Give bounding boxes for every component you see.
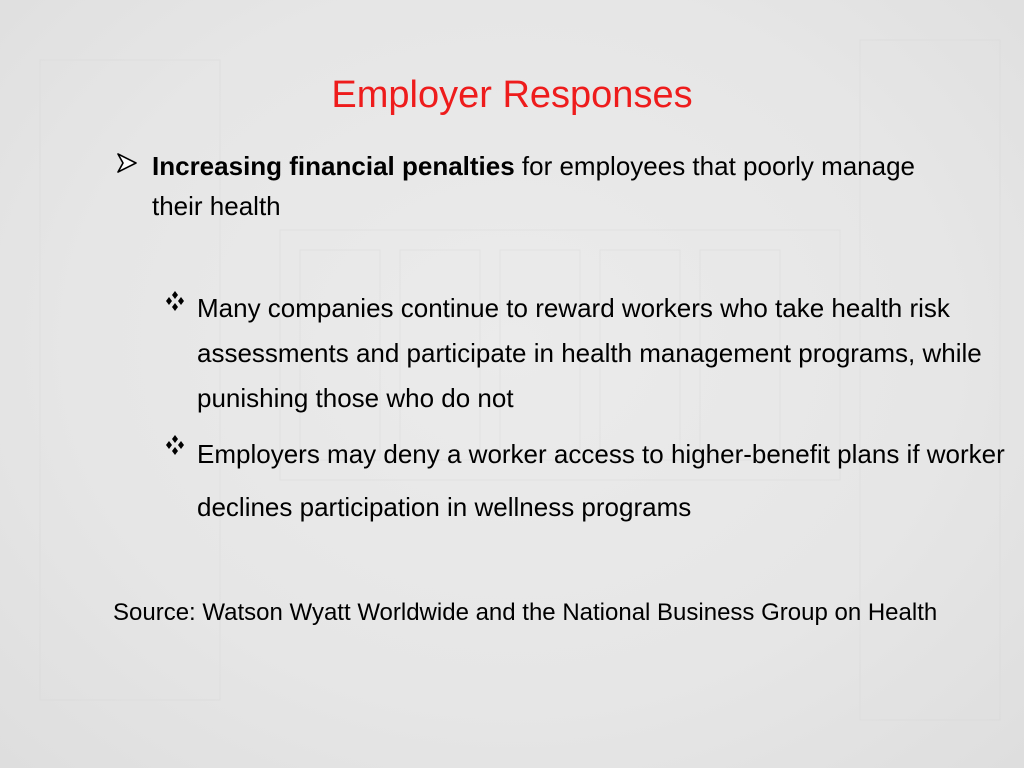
main-bullet-rest-text: for employees that poorly manage their health (152, 151, 916, 221)
sub-bullet-text: Many companies continue to reward workers who take health risk assessments and participate in health management programs, while punishing those who do not (197, 293, 982, 413)
four-diamond-bullet-icon (162, 286, 196, 330)
sub-bullet-text: Employers may deny a worker access to higher-benefit plans if worker declines participation in wellness programs (197, 439, 1005, 522)
main-bullet (116, 146, 956, 226)
source-citation: Source: Watson Wyatt Worldwide and the National Business Group on Health (113, 599, 938, 626)
sub-bullet (162, 286, 1012, 421)
main-bullet-text (116, 146, 956, 226)
four-diamond-bullet-icon (162, 430, 196, 474)
arrowhead-bullet-icon (116, 146, 138, 186)
sub-bullet (162, 428, 1012, 534)
slide-title: Employer Responses (331, 74, 693, 116)
main-bullet-bold-text: Increasing financial penalties (152, 151, 515, 181)
